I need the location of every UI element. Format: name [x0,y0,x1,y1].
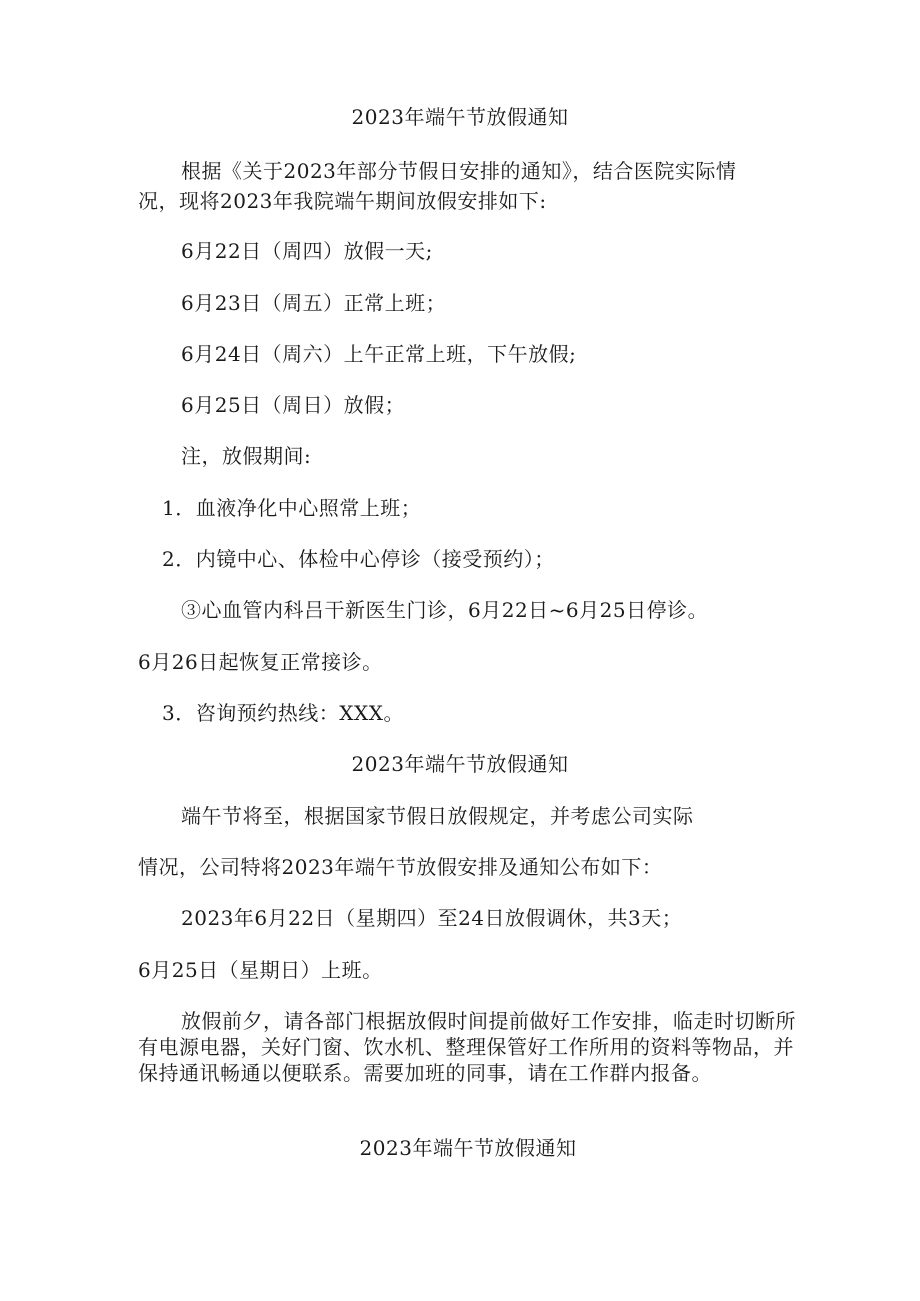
doc1-note-label: 注，放假期间: [181,444,312,468]
doc2-schedule-line2: 6月25日（星期日）上班。 [138,958,383,982]
doc1-note-item: 1．血液净化中心照常上班； [162,496,422,520]
doc2-schedule-line1: 2023年6月22日（星期四）至24日放假调休，共3天； [181,906,683,930]
doc2-intro-line1: 端午节将至，根据国家节假日放假规定，并考虑公司实际 [181,804,694,828]
doc1-hotline: 3．咨询预约热线：XXX。 [162,701,404,725]
doc2-intro-line2: 情况，公司特将2023年端午节放假安排及通知公布如下： [138,855,663,879]
doc2-body-paragraph [138,1008,798,1086]
doc1-item3-line1: ③心血管内科吕干新医生门诊，6月22日~6月25日停诊。 [181,598,709,622]
doc1-schedule-item: 6月25日（周日）放假； [181,393,406,417]
doc3-title: 2023年端午节放假通知 [359,1136,577,1160]
doc1-item3-line2: 6月26日起恢复正常接诊。 [138,650,383,674]
doc1-schedule-item: 6月23日（周五）正常上班； [181,291,447,315]
doc2-title: 2023年端午节放假通知 [351,752,569,776]
doc1-schedule-item: 6月22日（周四）放假一天; [181,239,433,263]
doc1-intro-line2: 况，现将2023年我院端午期间放假安排如下: [138,189,547,213]
doc1-title: 2023年端午节放假通知 [351,105,569,129]
doc1-intro-line1: 根据《关于2023年部分节假日安排的通知》，结合医院实际情 [181,159,737,183]
doc1-schedule-item: 6月24日（周六）上午正常上班，下午放假; [181,342,577,366]
doc1-note-item: 2．内镜中心、体检中心停诊（接受预约）； [162,547,555,571]
doc2-body-text: 放假前夕，请各部门根据放假时间提前做好工作安排，临走时切断所有电源电器，关好门窗、饮水机、整理保管好工作所用的资料等物品，并保持通讯畅通以便联系。需要加班的同事，请在工作群内报备。 [138,1009,796,1085]
